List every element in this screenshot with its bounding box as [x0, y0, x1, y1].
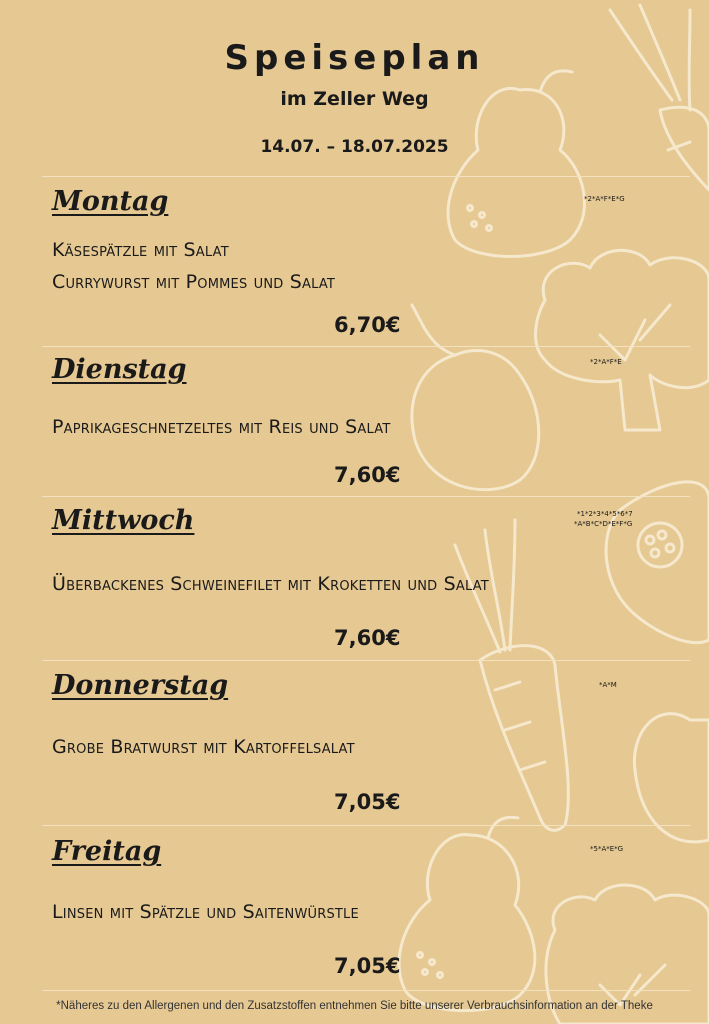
divider — [42, 176, 690, 177]
allergen-codes: *1*2*3*4*5*6*7 — [577, 510, 633, 518]
allergen-codes: *2*A*F*E — [590, 358, 622, 366]
dish-name: Käsespätzle mit Salat — [52, 239, 229, 261]
divider — [42, 496, 690, 497]
dish-name: Grobe Bratwurst mit Kartoffelsalat — [52, 736, 355, 758]
divider — [42, 346, 690, 347]
divider — [42, 660, 690, 661]
price: 6,70€ — [334, 313, 401, 337]
allergen-footnote: *Näheres zu den Allergenen und den Zusatzstoffen entnehmen Sie bitte unserer Verbrauchsinformation an der Theke — [56, 1000, 653, 1012]
location-subtitle: im Zeller Weg — [280, 88, 429, 110]
allergen-codes: *A*M — [599, 681, 617, 689]
price: 7,05€ — [334, 954, 401, 978]
day-heading-thursday: Donnerstag — [52, 670, 229, 701]
allergen-codes: *2*A*F*E*G — [584, 195, 625, 203]
apple-icon — [634, 714, 709, 842]
divider — [42, 825, 690, 826]
pepper-icon — [412, 305, 539, 490]
dish-name: Überbackenes Schweinefilet mit Kroketten und Salat — [52, 573, 489, 595]
dish-name: Linsen mit Spätzle und Saitenwürstle — [52, 901, 359, 923]
menu-title: Speiseplan — [224, 38, 485, 78]
allergen-codes: *A*B*C*D*E*F*G — [574, 520, 633, 528]
price: 7,60€ — [334, 626, 401, 650]
price: 7,60€ — [334, 463, 401, 487]
papaya-icon — [606, 482, 709, 643]
date-range: 14.07. – 18.07.2025 — [260, 137, 449, 157]
price: 7,05€ — [334, 790, 401, 814]
pear-2-icon — [399, 817, 535, 1010]
day-heading-friday: Freitag — [52, 836, 162, 867]
day-heading-monday: Montag — [52, 186, 169, 217]
day-heading-tuesday: Dienstag — [52, 354, 187, 385]
carrot-2-icon — [455, 520, 568, 830]
broccoli-icon — [536, 250, 709, 430]
day-heading-wednesday: Mittwoch — [52, 505, 195, 536]
divider — [42, 990, 690, 991]
dish-name: Currywurst mit Pommes und Salat — [52, 271, 336, 293]
dish-name: Paprikageschnetzeltes mit Reis und Salat — [52, 416, 391, 438]
allergen-codes: *5*A*E*G — [590, 845, 624, 853]
